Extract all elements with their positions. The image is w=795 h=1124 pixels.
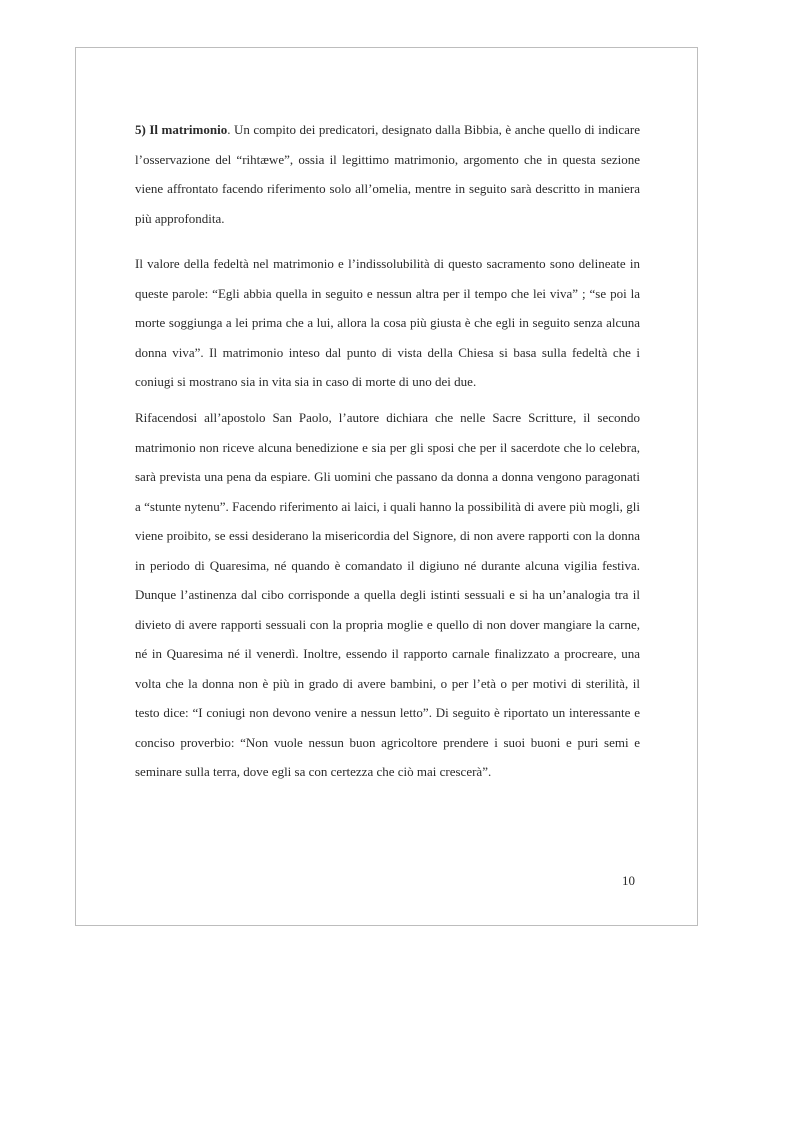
paragraph-text: Rifacendosi all’apostolo San Paolo, l’autore dichiara che nelle Sacre Scritture, il secondo matrimonio non riceve alcuna benedizione e sia per gli sposi che per il sacerdote che lo celebra, sarà prevista una pena da espiare. Gli uomini che passano da donna a donna vengono paragonati a “stunte nytenu”. Facendo riferimento ai laici, i quali hanno la possibilità di avere più mogli, gli viene proibito, se essi desiderano la misericordia del Signore, di non avere rapporti con la donna in periodo di Quaresima, né quando è comandato il digiuno né durante alcuna vigilia festiva. Dunque l’astinenza dal cibo corrisponde a quella degli istinti sessuali e si ha un’analogia tra il divieto di avere rapporti sessuali con la propria moglie e quello di non dover mangiare la carne, né in Quaresima né il venerdì. Inoltre, essendo il rapporto carnale finalizzato a procreare, una volta che la donna non è più in grado di avere bambini, o per l’età o per motivi di sterilità, il testo dice: “I coniugi non devono venire a nessun letto”. Di seguito è riportato un interessante e conciso proverbio: “Non vuole nessun buon agricoltore prendere i suoi buoni e puri semi e seminare sulla terra, dove egli sa con certezza che ciò mai crescerà”.	[135, 410, 640, 779]
page-number: 10	[622, 873, 635, 888]
paragraph-san-paolo	[135, 403, 640, 787]
paragraph-fedelta	[135, 249, 640, 397]
section-heading: 5) Il matrimonio	[135, 122, 228, 137]
paragraph-text: Il valore della fedeltà nel matrimonio e l’indissolubilità di questo sacramento sono delineate in queste parole: “Egli abbia quella in seguito e nessun altra per il tempo che lei viva” ; “se poi la morte soggiunga a lei prima che a lui, allora la cosa più giusta è che egli in seguito senza alcuna donna viva”. Il matrimonio inteso dal punto di vista della Chiesa si basa sulla fedeltà che i coniugi si mostrano sia in vita sia in caso di morte di uno dei due.	[135, 256, 640, 389]
paragraph-text: . Un compito dei predicatori, designato dalla Bibbia, è anche quello di indicare l’osservazione del “rihtæwe”, ossia il legittimo matrimonio, argomento che in questa sezione viene affrontato facendo riferimento solo all’omelia, mentre in seguito sarà descritto in maniera più approfondita.	[135, 122, 640, 226]
paragraph-matrimonio-intro	[135, 115, 640, 233]
